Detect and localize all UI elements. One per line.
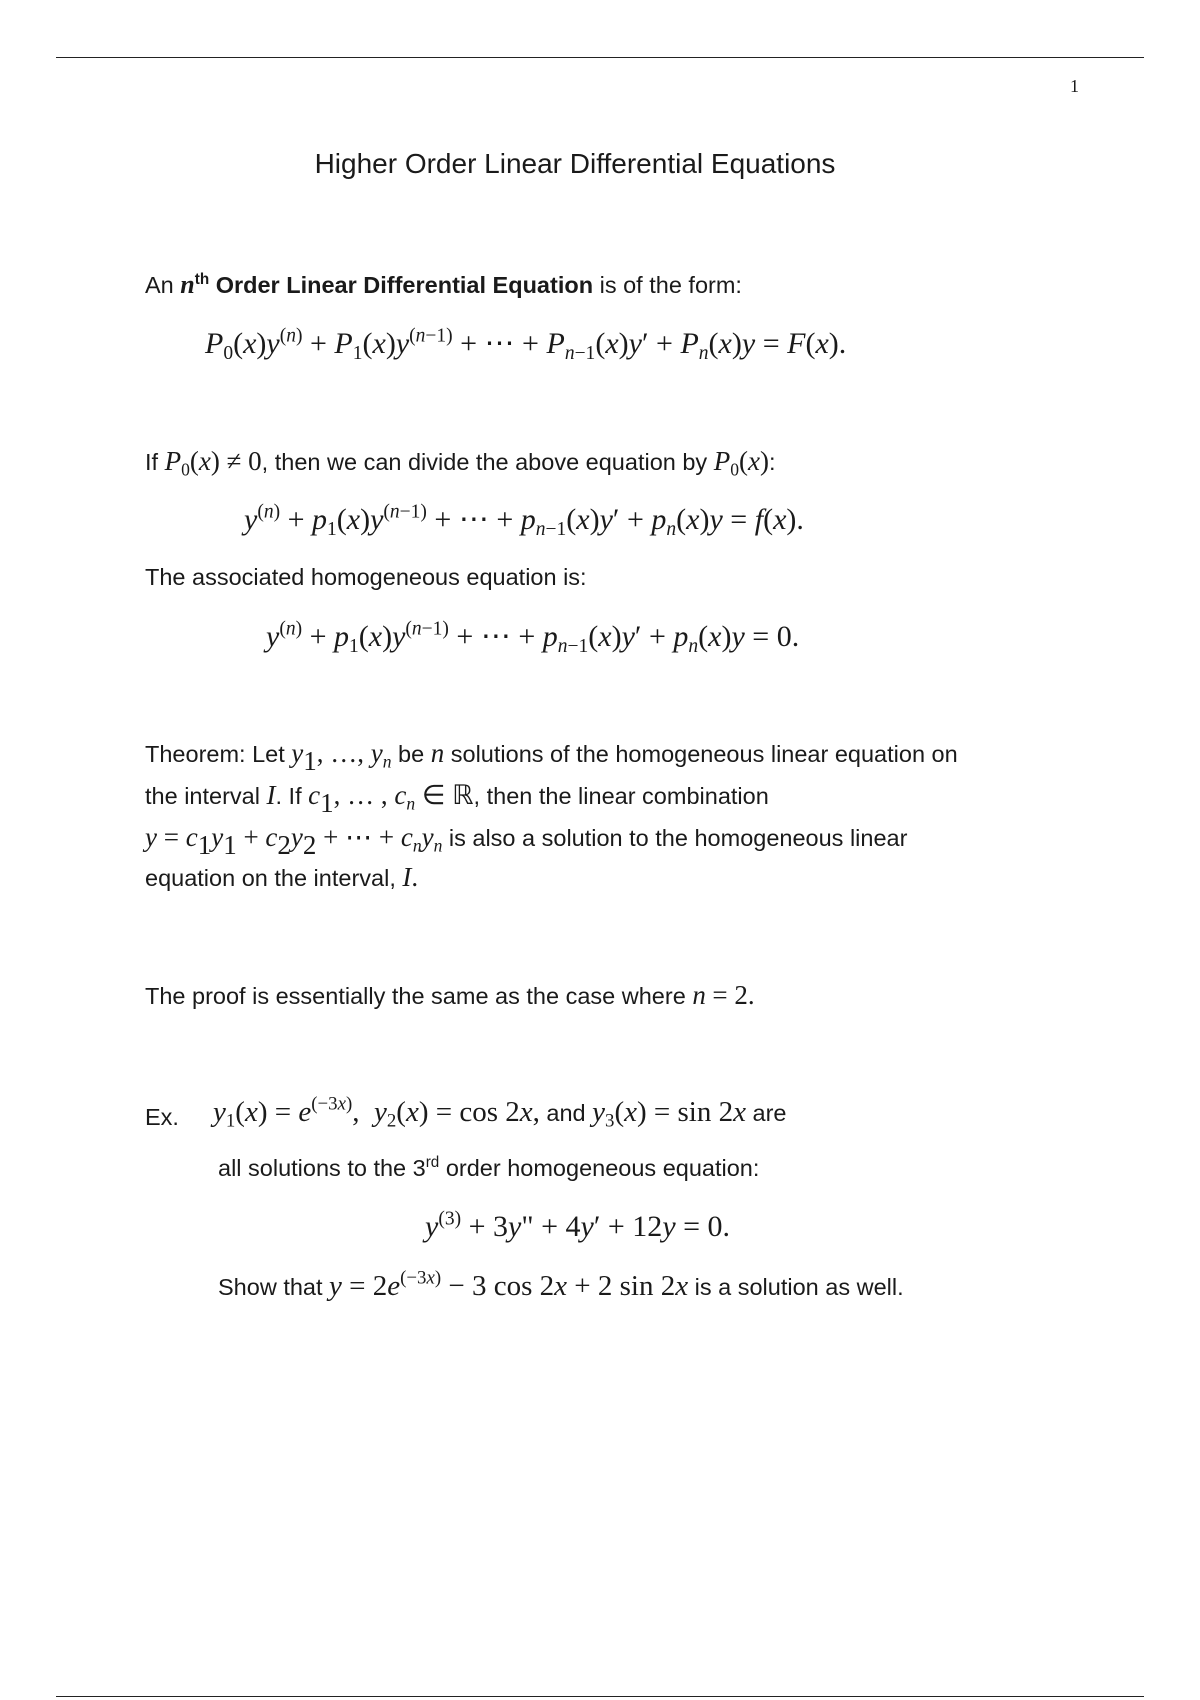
theorem-line-4: equation on the interval, I. (145, 862, 419, 892)
page-title: Higher Order Linear Differential Equations (314, 148, 836, 179)
theorem-text-2: be (391, 741, 431, 767)
theorem-text-7: is also a solution to the homogeneous linear (442, 825, 908, 851)
divide-condition: ≠ 0 (226, 446, 262, 476)
divide-line: If $P_0(x) \ne 0$, then we can divide the above equation by $P_0(x)$: (145, 446, 776, 480)
example-and: and (539, 1100, 593, 1126)
example-line-2 (218, 1155, 759, 1182)
intro-line: An $n^{th}$ Order Linear Differential Equation is of the form: (145, 270, 742, 299)
theorem-text-1: Theorem: Let (145, 741, 292, 767)
proof-math: = 2. (712, 980, 755, 1010)
intro-suffix: is of the form: (593, 272, 742, 298)
theorem-text-6: , then the linear combination (473, 783, 769, 809)
intro-term: Order Linear Differential Equation (215, 272, 594, 298)
top-rule (56, 57, 1144, 58)
example-show-a: Show that (218, 1274, 330, 1300)
homogeneous-label: The associated homogeneous equation is: (145, 564, 587, 590)
example-show-line: Show that $y = 2e^{(-3x)} - 3$ cos 2x + 2 sin 2x is a solution as well. (218, 1267, 904, 1302)
example-show-b: is a solution as well. (688, 1274, 904, 1300)
page-number: 1 (1070, 76, 1079, 96)
intro-prefix: An (145, 272, 181, 298)
example-line2-a: all solutions to the 3 (218, 1155, 426, 1181)
theorem-text-3: solutions of the homogeneous linear equation on (444, 741, 958, 767)
divide-if: If (145, 449, 165, 475)
theorem-text-4: the interval (145, 783, 267, 809)
example-line2-b: order homogeneous equation: (439, 1155, 760, 1181)
homogeneous-equation: $y^{(n)} + p_1(x)y^{(n-1)}$ + ⋯ + $p_{n-1}(x)y' + p_n(x)y = 0$. (266, 618, 800, 657)
proof-text: The proof is essentially the same as the case where (145, 983, 693, 1009)
example-line-1: $y_1(x) = e^{(-3x)}$, $y_2(x) = \cos 2x$, and $y_3(x) = \sin 2x$ are (213, 1093, 787, 1132)
example-are: are (745, 1100, 787, 1126)
normalized-equation: $y^{(n)} + p_1(x)y^{(n-1)}$ + ⋯ + $p_{n-1}(x)y' + p_n(x)y = f(x)$. (244, 501, 804, 540)
divide-end: : (768, 449, 776, 475)
theorem-text-8: equation on the interval, (145, 865, 403, 891)
divide-mid: , then we can divide the above equation by (261, 449, 714, 475)
theorem-line-2: the interval I. If $c_1$, … , $c_n$ ∈ ℝ, then the linear combination (145, 780, 769, 819)
general-equation: $P_0(x)y^{(n)} + P_1(x)y^{(n-1)}$ + ⋯ + $P_{n-1}(x)y' + P_n(x)y = F(x)$. (205, 325, 847, 364)
example-ode: $y^{(3)} + 3y$" + 4y′ + 12y = 0. (425, 1208, 731, 1243)
proof-line: The proof is essentially the same as the case where n = 2. (145, 980, 755, 1010)
example-line2-sup: rd (425, 1153, 440, 1171)
intro-sup: th (194, 270, 210, 288)
theorem-line-3: $y = c_1y_1 + c_2y_2$ + ⋯ + $c_ny_n$ is also a solution to the homogeneous linear (145, 822, 908, 861)
theorem-text-5: . If (275, 783, 309, 809)
example-label: Ex. (145, 1104, 179, 1130)
bottom-rule (56, 1696, 1144, 1697)
theorem-line-1: Theorem: Let $y_1$, …, $y_n$ be n solutions of the homogeneous linear equation on (145, 738, 958, 777)
